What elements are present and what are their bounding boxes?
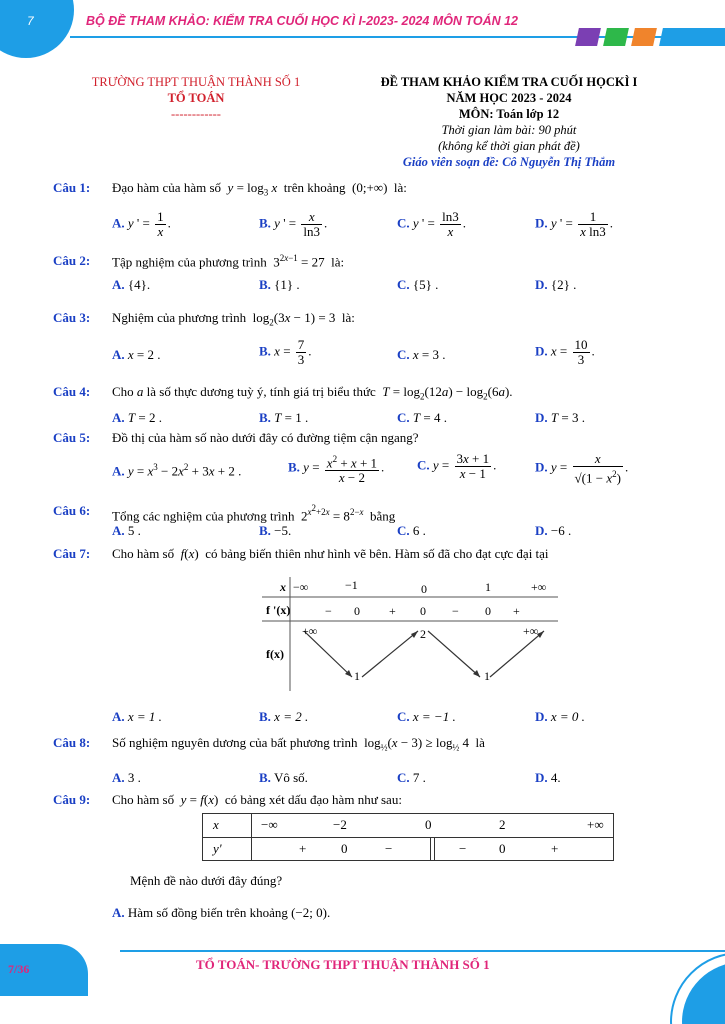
option-label: D. bbox=[535, 523, 548, 538]
vt-sign: + bbox=[389, 604, 396, 618]
q6-d-value: −6 . bbox=[550, 523, 572, 538]
q9-option-a[interactable]: A. Hàm số đồng biến trên khoảng (−2; 0). bbox=[112, 905, 331, 920]
q6-option-a[interactable] bbox=[112, 523, 141, 539]
q4-text-b: là số thực dương tuỳ ý, tính giá trị biểu thức bbox=[146, 384, 376, 399]
q8-d-value: 4. bbox=[550, 770, 561, 785]
q5-option-c[interactable]: C. y = $\frac{3x + 1}{x - 1}$ . bbox=[417, 451, 497, 481]
st-y-label: y' bbox=[213, 841, 222, 856]
q6-text: Tổng các nghiệm của phương trình $2^{x^2+2x} = 8^{2-x}$ bằng bbox=[112, 503, 396, 524]
q8-option-c[interactable] bbox=[397, 770, 426, 786]
option-label: B. bbox=[259, 709, 271, 724]
q2-option-b[interactable]: B. {1} . bbox=[259, 277, 300, 292]
vt-x-val: −∞ bbox=[293, 580, 309, 594]
q3-option-a[interactable]: A. x = 2 . bbox=[112, 347, 161, 362]
st-sign: 0 bbox=[499, 841, 506, 856]
q6-b-value: −5. bbox=[274, 523, 292, 538]
option-label: A. bbox=[112, 905, 125, 920]
vt-f-val: 1 bbox=[354, 669, 360, 683]
option-label: B. bbox=[259, 523, 271, 538]
q6-number: Câu 6: bbox=[53, 503, 91, 518]
q6-option-b[interactable] bbox=[259, 523, 291, 539]
q9-prompt: Mệnh đề nào dưới đây đúng? bbox=[130, 873, 283, 888]
header-title: BỘ ĐỀ THAM KHẢO: KIỂM TRA CUỐI HỌC KÌ I-2023- 2024 MÔN TOÁN 12 bbox=[86, 14, 519, 28]
blue-block bbox=[659, 28, 725, 46]
purple-block bbox=[575, 28, 601, 46]
q3-option-d[interactable]: D. x = $\frac{10}{3}$ . bbox=[535, 337, 595, 367]
exam-note: (không kể thời gian phát đề) bbox=[438, 139, 580, 153]
option-label: B. bbox=[259, 410, 271, 425]
school-name: TRƯỜNG THPT THUẬN THÀNH SỐ 1 bbox=[91, 75, 301, 89]
option-label: D. bbox=[535, 343, 548, 359]
sign-table bbox=[202, 813, 614, 861]
footer-rule bbox=[120, 950, 725, 952]
q5-option-d[interactable]: D. y = $\frac{x}{√(1 - x^2)}$ . bbox=[535, 451, 629, 486]
option-label: A. bbox=[112, 523, 125, 538]
option-label: B. bbox=[259, 277, 271, 292]
q4-option-b[interactable]: B. T = 1 . bbox=[259, 410, 309, 425]
q2-number: Câu 2: bbox=[53, 253, 91, 268]
option-label: B. bbox=[259, 343, 271, 359]
option-label: B. bbox=[259, 770, 271, 785]
q7-option-a[interactable] bbox=[112, 709, 162, 725]
option-label: C. bbox=[397, 523, 410, 538]
option-label: A. bbox=[112, 770, 125, 785]
footer-text: TỔ TOÁN- TRƯỜNG THPT THUẬN THÀNH SỐ 1 bbox=[196, 957, 490, 972]
vt-f-val: +∞ bbox=[302, 624, 318, 638]
q9-text-b: có bảng xét dấu đạo hàm như sau: bbox=[224, 792, 402, 807]
vt-sign: 0 bbox=[420, 604, 426, 618]
st-x-val: −2 bbox=[333, 817, 347, 832]
vt-sign: 0 bbox=[354, 604, 360, 618]
st-x-val: +∞ bbox=[587, 817, 604, 832]
q4-option-a[interactable]: A. T = 2 . bbox=[112, 410, 162, 425]
q9-number: Câu 9: bbox=[53, 792, 91, 807]
option-label: C. bbox=[397, 277, 410, 292]
q3-number: Câu 3: bbox=[53, 310, 91, 325]
exam-year: NĂM HỌC 2023 - 2024 bbox=[446, 91, 572, 105]
q7-text-a: Cho hàm số bbox=[112, 546, 175, 561]
q8-text-b: là bbox=[475, 735, 485, 750]
vt-fprime-label: f '(x) bbox=[266, 603, 291, 617]
exam-info bbox=[350, 74, 668, 170]
st-sign: + bbox=[551, 841, 559, 856]
option-label: C. bbox=[397, 347, 410, 362]
q6-a-value: 5 . bbox=[127, 523, 141, 538]
q7-b-value: x = 2 . bbox=[274, 709, 309, 724]
q2-text-b: là: bbox=[331, 254, 345, 270]
option-label: C. bbox=[397, 215, 410, 231]
st-sign: − bbox=[459, 841, 467, 856]
q9-text-a: Cho hàm số bbox=[112, 792, 175, 807]
st-sign: − bbox=[385, 841, 393, 856]
q9-text: Cho hàm số y = f(x) có bảng xét dấu đạo hàm như sau: bbox=[112, 792, 402, 807]
q8-text: Số nghiệm nguyên dương của bất phương trình $\log_{\frac{1}{2}}(x - 3) \ge \log_{\frac{1}{2}} 4$ là bbox=[112, 735, 485, 753]
q3-option-c[interactable]: C. x = 3 . bbox=[397, 347, 446, 362]
q2-text-a: Tập nghiệm của phương trình bbox=[112, 254, 267, 270]
option-label: D. bbox=[535, 459, 548, 475]
q1-text-a: Đạo hàm của hàm số bbox=[112, 180, 222, 195]
q6-option-d[interactable] bbox=[535, 523, 571, 539]
vt-x-label: x bbox=[280, 580, 286, 594]
sign-table-double-bar bbox=[430, 838, 435, 861]
option-label: A. bbox=[112, 410, 125, 425]
q7-d-value: x = 0 . bbox=[550, 709, 585, 724]
q6-text-b: bằng bbox=[370, 508, 396, 524]
q7-text-b: có bảng biến thiên như hình vẽ bên. Hàm số đã cho đạt cực đại tại bbox=[205, 546, 549, 561]
q7-number: Câu 7: bbox=[53, 546, 91, 561]
q8-number: Câu 8: bbox=[53, 735, 91, 750]
q3-option-b[interactable]: B. x = $\frac{7}{3}$ . bbox=[259, 337, 312, 367]
option-label: C. bbox=[397, 410, 410, 425]
exam-subject: MÔN: Toán lớp 12 bbox=[458, 107, 560, 121]
option-label: D. bbox=[535, 215, 548, 231]
vt-sign: − bbox=[325, 604, 332, 618]
exam-teacher: Giáo viên soạn đề: Cô Nguyễn Thị Thắm bbox=[402, 155, 616, 169]
q1-text: Đạo hàm của hàm số $y = \log_3 x$ trên khoảng (0;+∞) là: bbox=[112, 180, 407, 198]
header-page-number: 7 bbox=[27, 14, 34, 28]
q1-number: Câu 1: bbox=[53, 180, 91, 195]
exam-title: ĐỀ THAM KHẢO KIỂM TRA CUỐI HỌCKÌ I bbox=[380, 75, 638, 89]
q6-text-a: Tổng các nghiệm của phương trình bbox=[112, 508, 295, 524]
option-label: A. bbox=[112, 709, 125, 724]
q9-a-text: Hàm số đồng biến trên khoảng bbox=[127, 905, 288, 920]
q4-text: Cho a là số thực dương tuỳ ý, tính giá trị biểu thức $T = \log_2(12a) - \log_2(6a)$. bbox=[112, 384, 513, 402]
green-block bbox=[603, 28, 629, 46]
orange-block bbox=[631, 28, 657, 46]
vt-sign: − bbox=[452, 604, 459, 618]
q1-option-a[interactable]: A. y ' = $\frac{1}{x}$ . bbox=[112, 209, 171, 239]
q1-option-c[interactable]: C. y ' = $\frac{\ln 3}{x}$ . bbox=[397, 209, 466, 239]
q5-option-a[interactable]: A. $y = x^3 - 2x^2 + 3x + 2$ . bbox=[112, 462, 242, 479]
option-label: C. bbox=[397, 709, 410, 724]
q5-option-b[interactable]: B. y = $\frac{x^2 + x + 1}{x - 2}$ . bbox=[288, 454, 385, 486]
q7-option-b[interactable] bbox=[259, 709, 308, 725]
q2-text: Tập nghiệm của phương trình $3^{2x-1} = 27$ là: bbox=[112, 253, 345, 270]
q1-text-c: là: bbox=[393, 180, 407, 195]
q7-text: Cho hàm số f(x) có bảng biến thiên như hình vẽ bên. Hàm số đã cho đạt cực đại tại bbox=[112, 546, 549, 561]
q2-option-a[interactable]: A. {4}. bbox=[112, 277, 151, 292]
vt-sign: + bbox=[513, 604, 520, 618]
st-x-val: 2 bbox=[499, 817, 506, 832]
q8-option-b[interactable] bbox=[259, 770, 308, 786]
q8-c-value: 7 . bbox=[412, 770, 426, 785]
st-x-val: 0 bbox=[425, 817, 432, 832]
option-label: A. bbox=[112, 277, 125, 292]
vt-f-val: 1 bbox=[484, 669, 490, 683]
option-label: D. bbox=[535, 410, 548, 425]
q1-option-d[interactable]: D. y ' = $\frac{1}{\text{x ln3}}$ . bbox=[535, 209, 614, 239]
q7-option-c[interactable] bbox=[397, 709, 456, 725]
vt-sign: 0 bbox=[485, 604, 491, 618]
q3-text-b: là: bbox=[341, 310, 355, 325]
q8-option-a[interactable] bbox=[112, 770, 141, 786]
vt-x-val: +∞ bbox=[531, 580, 547, 594]
sign-table-col-divider bbox=[251, 814, 252, 860]
option-label: C. bbox=[397, 770, 410, 785]
exam-time: Thời gian làm bài: 90 phút bbox=[441, 123, 577, 137]
option-label: B. bbox=[288, 459, 300, 475]
header-color-blocks bbox=[577, 28, 725, 46]
vt-x-val: 1 bbox=[485, 580, 491, 594]
q1-option-b[interactable]: B. y ' = $\frac{x}{\ln 3}$ . bbox=[259, 209, 328, 239]
school-dept: TỔ TOÁN bbox=[167, 91, 225, 105]
q7-a-value: x = 1 . bbox=[127, 709, 162, 724]
st-x-label: x bbox=[213, 817, 219, 832]
q6-c-value: 6 . bbox=[412, 523, 426, 538]
option-label: A. bbox=[112, 347, 125, 362]
q5-number: Câu 5: bbox=[53, 430, 91, 445]
q2-option-c[interactable]: C. {5} . bbox=[397, 277, 439, 292]
option-label: D. bbox=[535, 709, 548, 724]
q8-a-value: 3 . bbox=[127, 770, 141, 785]
q3-text-a: Nghiệm của phương trình bbox=[112, 310, 247, 325]
school-rule: ------------ bbox=[171, 107, 221, 121]
footer-page: 7/36 bbox=[8, 962, 30, 976]
school-info bbox=[60, 74, 332, 122]
q8-text-a: Số nghiệm nguyên dương của bất phương trình bbox=[112, 735, 358, 750]
option-label: A. bbox=[112, 463, 125, 479]
vt-f-label: f(x) bbox=[266, 647, 284, 661]
q8-b-value: Vô số. bbox=[273, 770, 308, 785]
q5-text: Đồ thị của hàm số nào dưới đây có đường tiệm cận ngang? bbox=[112, 430, 419, 445]
q1-text-b: trên khoảng bbox=[283, 180, 346, 195]
header-page-badge bbox=[0, 0, 74, 58]
st-x-val: −∞ bbox=[261, 817, 278, 832]
q2-option-d[interactable]: D. {2} . bbox=[535, 277, 577, 292]
vt-x-val: −1 bbox=[345, 578, 358, 592]
st-sign: 0 bbox=[341, 841, 348, 856]
option-label: D. bbox=[535, 277, 548, 292]
vt-f-val: +∞ bbox=[523, 624, 539, 638]
q3-text: Nghiệm của phương trình $\log_2(3x - 1) = 3$ là: bbox=[112, 310, 355, 328]
option-label: B. bbox=[259, 215, 271, 231]
q8-option-d[interactable] bbox=[535, 770, 561, 786]
st-sign: + bbox=[299, 841, 307, 856]
q6-option-c[interactable] bbox=[397, 523, 426, 539]
q4-text-a: Cho bbox=[112, 384, 134, 399]
q7-c-value: x = −1 . bbox=[412, 709, 456, 724]
q7-option-d[interactable] bbox=[535, 709, 585, 725]
vt-f-val: 2 bbox=[420, 627, 426, 641]
q4-option-d[interactable]: D. T = 3 . bbox=[535, 410, 585, 425]
option-label: A. bbox=[112, 215, 125, 231]
q4-option-c[interactable]: C. T = 4 . bbox=[397, 410, 447, 425]
q4-number: Câu 4: bbox=[53, 384, 91, 399]
option-label: C. bbox=[417, 457, 430, 473]
vt-x-val: 0 bbox=[421, 582, 427, 596]
option-label: D. bbox=[535, 770, 548, 785]
